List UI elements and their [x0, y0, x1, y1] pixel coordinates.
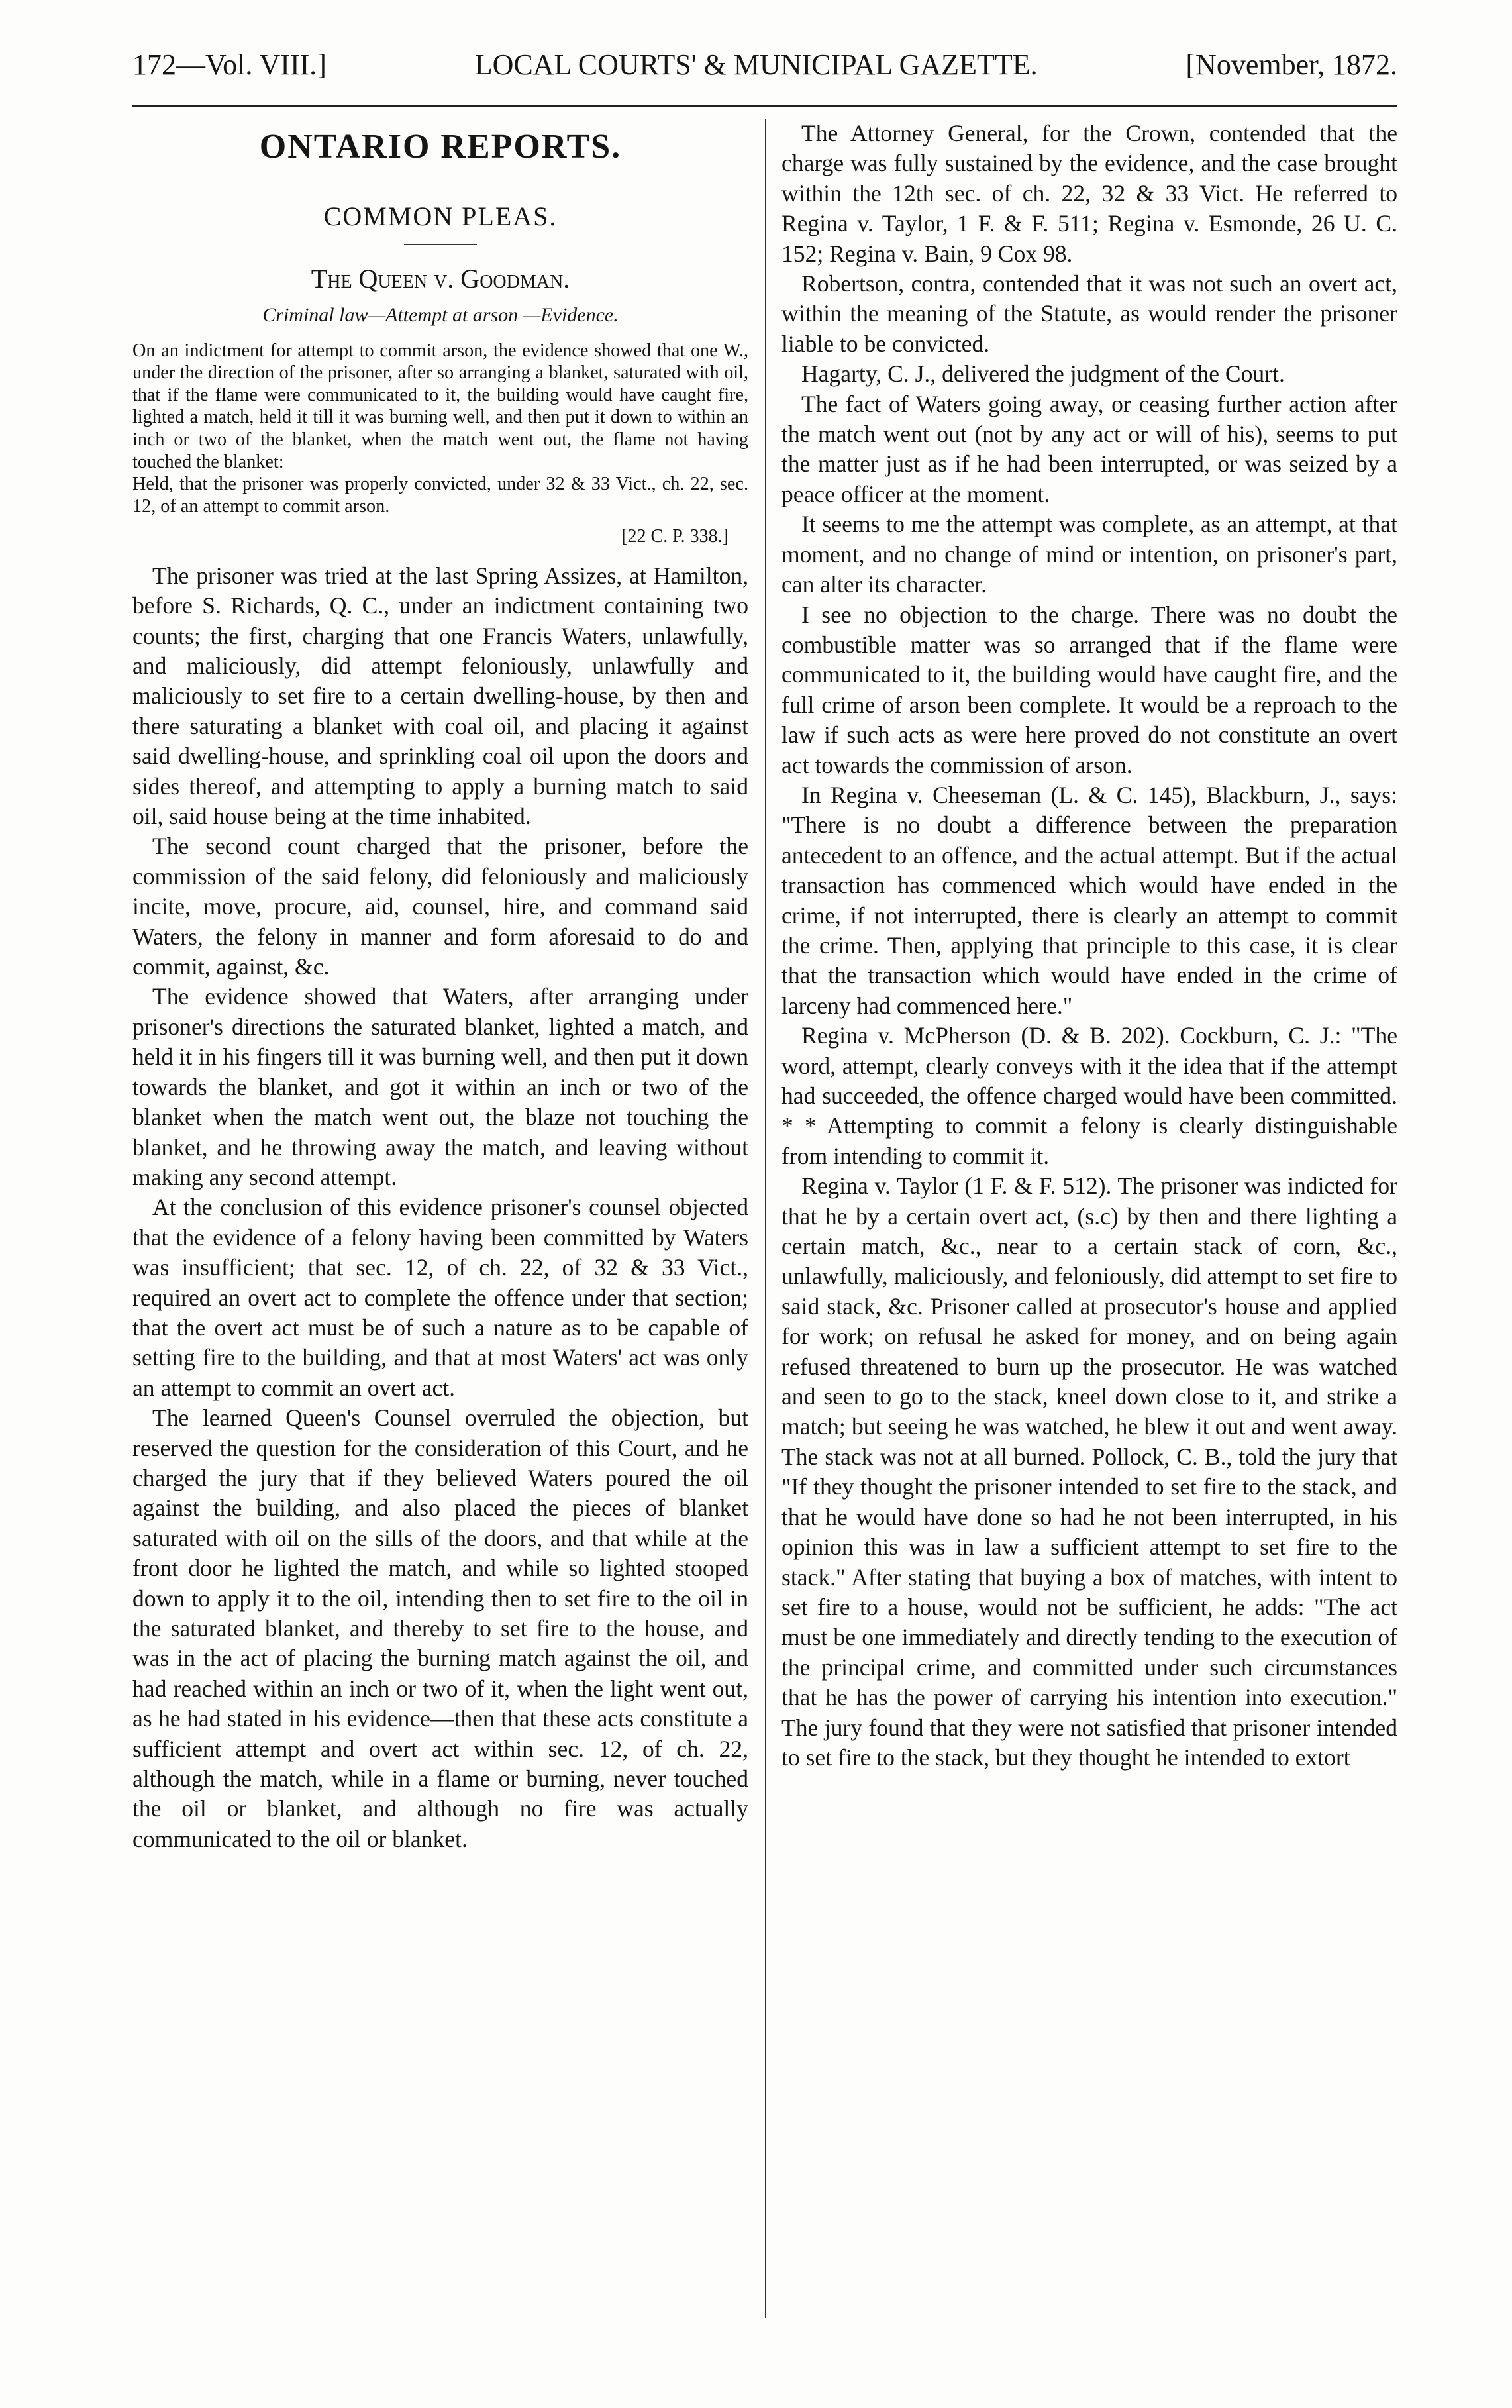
body-paragraph: The evidence showed that Waters, after arranging under prisoner's directions the saturated blanket, lighted a match, and held it in his fingers till it was burning well, and then put it down towards the blanket, and got it within an inch or two of the blanket when the match went out, the blaze not touching the blanket, and he throwing away the match, and leaving without making any second attempt.	[132, 983, 748, 1190]
body-paragraph: The learned Queen's Counsel overruled the objection, but reserved the question for the consideration of this Court, and he charged the jury that if they believed Waters poured the oil against the building, and also placed the pieces of blanket saturated with oil on the sills of the doors, and that while at the front door he lighted the match, and while so lighted stooped down to apply it to the oil, intending then to set fire to the oil in the saturated blanket, and thereby to set fire to the house, and was in the act of placing the burning match against the oil, and had reached within an inch or two of it, when the light went out, as he had stated in his evidence—then that these acts constitute a sufficient attempt and overt act within sec. 12, of ch. 22, although the match, while in a flame or burning, never touched the oil or blanket, and although no fire was actually communicated to the oil or blanket.	[132, 1404, 748, 1852]
running-header	[132, 48, 1397, 105]
body-paragraph: The Attorney General, for the Crown, contended that the charge was fully sustained by the evidence, and the case brought within the 12th sec. of ch. 22, 32 & 33 Vict. He referred to Regina v. Taylor, 1 F. & F. 511; Regina v. Esmonde, 26 U. C. 152; Regina v. Bain, 9 Cox 98.	[781, 120, 1397, 267]
body-paragraph: The prisoner was tried at the last Spring Assizes, at Hamilton, before S. Richards, Q. C., under an indictment containing two counts; the first, charging that one Francis Waters, unlawfully, and maliciously, did attempt feloniously, unlawfully and maliciously to set fire to a certain dwelling-house, by then and there saturating a blanket with coal oil, and placing it against said dwelling-house, and sprinkling coal oil upon the doors and sides thereof, and attempting to apply a burning match to said oil, said house being at the time inhabited.	[132, 562, 748, 830]
left-column	[132, 119, 748, 1854]
case-subject: Criminal law—Attempt at arson —Evidence.	[262, 304, 619, 327]
body-paragraph: In Regina v. Cheeseman (L. & C. 145), Blackburn, J., says: "There is no doubt a difference between the preparation antecedent to an offence, and the actual attempt. But if the actual transaction has commenced which would have ended in the crime, if not interrupted, there is clearly an attempt to commit the crime. Then, applying that principle to this case, it is clear that the transaction which would have ended in the crime of larceny had commenced here."	[781, 781, 1397, 1019]
court-name: COMMON PLEAS.	[323, 201, 558, 232]
headnote-paragraph: On an indictment for attempt to commit arson, the evidence showed that one W., under the direction of the prisoner, after so arranging a blanket, saturated with oil, that if the flame were communicated to it, the building would have caught fire, lighted a match, held it till it was burning well, and then put it down to within an inch or two of the blanket, when the match went out, the flame not having touched the blanket:	[132, 340, 748, 472]
case-title: The Queen v. Goodman.	[311, 263, 570, 293]
body-paragraph: The fact of Waters going away, or ceasing further action after the match went out (not by any act or will of his), seems to put the matter just as if he had been interrupted, or was seized by a peace officer at the moment.	[781, 390, 1397, 507]
body-paragraph: Regina v. Taylor (1 F. & F. 512). The prisoner was indicted for that he by a certain overt act, (s.c) by then and there lighting a certain match, &c., near to a certain stack of corn, &c., unlawfully, maliciously, and feloniously, did attempt to set fire to said stack, &c. Prisoner called at prosecutor's house and applied for work; on refusal he asked for money, and on being again refused threatened to burn up the prosecutor. He was watched and seen to go to the stack, kneel down close to it, and strike a match; but seeing he was watched, he blew it out and went away. The stack was not at all burned. Pollock, C. B., told the jury that "If they thought the prisoner intended to set fire to the stack, and that he would have done so had he not been interrupted, in his opinion this was in law a sufficient attempt to set fire to the stack." After stating that buying a box of matches, with intent to set fire to a house, would not be sufficient, he adds: "The act must be one immediately and directly tending to the execution of the principal crime, and committed under such circumstances that he has the power of carrying his intention into execution." The jury found that they were not satisfied that prisoner intended to set fire to the stack, but they thought he intended to extort	[781, 1173, 1397, 1771]
right-column	[781, 119, 1397, 1854]
short-rule	[404, 244, 477, 245]
report-citation: [22 C. P. 338.]	[621, 526, 729, 547]
column-divider	[765, 119, 766, 2318]
headnote-paragraph: Held, that the prisoner was properly convicted, under 32 & 33 Vict., ch. 22, sec. 12, of an attempt to commit arson.	[132, 474, 748, 517]
publication-title: LOCAL COURTS' & MUNICIPAL GAZETTE.	[474, 48, 1038, 81]
headnote	[132, 340, 748, 518]
section-title: ONTARIO REPORTS.	[259, 128, 622, 166]
issue-date: [November, 1872.	[1185, 48, 1397, 81]
two-column-body	[132, 119, 1397, 1854]
body-paragraph: It seems to me the attempt was complete, as an attempt, at that moment, and no change of mind or intention, on prisoner's part, can alter its character.	[781, 511, 1397, 598]
body-paragraph: The second count charged that the prisoner, before the commission of the said felony, did feloniously and maliciously incite, move, procure, aid, counsel, hire, and command said Waters, the felony in manner and form aforesaid to do and commit, against, &c.	[132, 833, 748, 980]
page-volume: 172—Vol. VIII.]	[132, 48, 327, 81]
body-paragraph: Robertson, contra, contended that it was not such an overt act, within the meaning of the Statute, as would render the prisoner liable to be convicted.	[781, 270, 1397, 357]
body-paragraph: Regina v. McPherson (D. & B. 202). Cockburn, C. J.: "The word, attempt, clearly conveys with it the idea that if the attempt had succeeded, the offence charged would have been committed. * * Attempting to commit a felony is clearly distinguishable from intending to commit it.	[781, 1022, 1397, 1169]
body-paragraph: At the conclusion of this evidence prisoner's counsel objected that the evidence of a felony having been committed by Waters was insufficient; that sec. 12, of ch. 22, of 32 & 33 Vict., required an overt act to complete the offence under that section; that the overt act must be of such a nature as to be capable of setting fire to the building, and that at most Waters' act was only an attempt to commit an overt act.	[132, 1194, 748, 1401]
gazette-page	[132, 48, 1397, 1854]
body-paragraph: I see no objection to the charge. There was no doubt the combustible matter was so arranged that if the flame were communicated to it, the building would have caught fire, and the full crime of arson been complete. It would be a reproach to the law if such acts as were here proved do not constitute an overt act towards the commission of arson.	[781, 601, 1397, 778]
header-rule	[132, 105, 1397, 109]
body-paragraph: Hagarty, C. J., delivered the judgment of the Court.	[801, 360, 1285, 388]
